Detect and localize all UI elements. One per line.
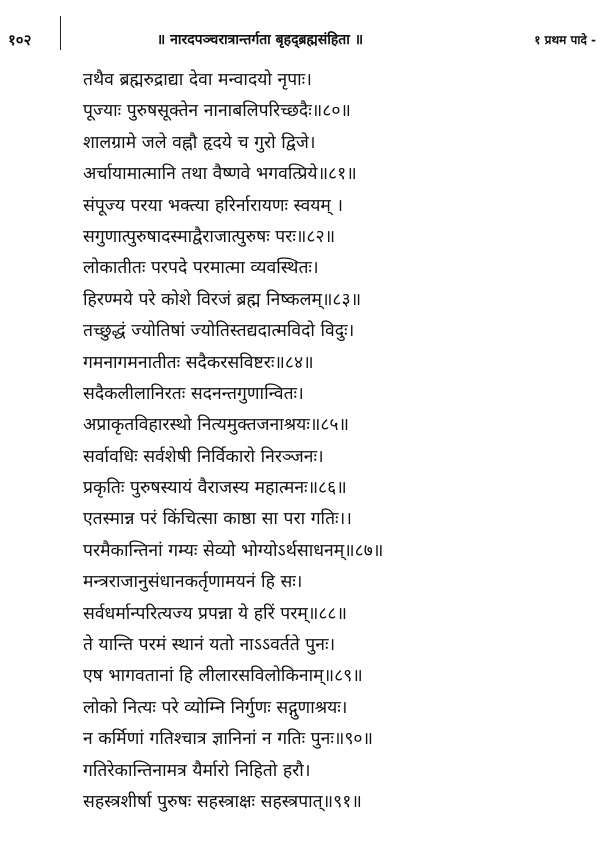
running-title: ॥ नारदपञ्चरात्रान्तर्गता बृहद्ब्रह्मसंहिता ॥	[156, 32, 364, 48]
page-number: १०२	[8, 31, 32, 49]
verse-line: हिरण्मये परे कोशे विरजं ब्रह्म निष्कलम्॥८३॥	[83, 289, 362, 310]
verse-line: गमनागमनातीतः सदैकरसविष्टरः॥८४॥	[83, 352, 314, 373]
verse-line: एष भागवतानां हि लीलारसविलोकिनाम्॥८९॥	[83, 666, 363, 687]
verse-line: सदैकलीलानिरतः सदनन्तगुणान्वितः।	[83, 383, 304, 404]
verse-line: पूज्याः पुरुषसूक्तेन नानाबलिपरिच्छदैः॥८०॥	[83, 101, 351, 122]
verse-line: न कर्मिणां गतिश्चात्र ज्ञानिनां न गतिः पुनः॥९०॥	[83, 729, 374, 750]
verse-line: लोकातीतः परपदे परमात्मा व्यवस्थितः।	[83, 258, 319, 279]
verse-line: सर्वावधिः सर्वशेषी निर्विकारो निरञ्जनः।	[83, 446, 324, 467]
verse-line: परमैकान्तिनां गम्यः सेव्यो भोग्योऽर्थसाधनम्॥८७॥	[83, 540, 384, 561]
verse-line: एतस्मान्न परं किंचित्सा काष्ठा सा परा गतिः।।	[83, 509, 352, 530]
verse-line: लोको नित्यः परे व्योम्नि निर्गुणः सद्गुणाश्रयः।	[83, 697, 348, 718]
verse-line: गतिरेकान्तिनामत्र यैर्मारो निहितो हरौ।	[83, 760, 311, 781]
verse-line: सगुणात्पुरुषादस्माद्वैराजात्पुरुषः परः॥८२॥	[83, 226, 336, 247]
verse-line: अर्चायामात्मानि तथा वैष्णवे भगवत्प्रिये॥८१॥	[83, 164, 357, 185]
verse-list	[83, 65, 593, 818]
page-header	[0, 0, 600, 50]
verse-line: अप्राकृतविहारस्थो नित्यमुक्तजनाश्रयः॥८५॥	[83, 415, 350, 436]
verse-line: तथैव ब्रह्मरुद्राद्या देवा मन्वादयो नृपाः।	[83, 70, 312, 90]
verse-line: सर्वधर्मान्परित्यज्य प्रपन्ना ये हरिं परम्॥८८॥	[83, 603, 348, 624]
verse-line: संपूज्य परया भक्त्या हरिर्नारायणः स्वयम् ।	[83, 195, 344, 216]
verse-line: सहस्त्रशीर्षा पुरुषः सहस्त्राक्षः सहस्त्रपात्॥९१॥	[83, 791, 362, 812]
verse-line: प्रकृतिः पुरुषस्यायं वैराजस्य महात्मनः॥८६॥	[83, 478, 347, 499]
verse-line: शालग्रामे जले वह्नौ हृदये च गुरो द्विजे।	[83, 132, 316, 153]
verse-line: तच्छुद्धं ज्योतिषां ज्योतिस्तद्यदात्मविदो विदुः।	[83, 321, 355, 342]
section-label: १ प्रथम पादे -	[534, 33, 596, 47]
verse-line: मन्त्रराजानुसंधानकर्तृणामयनं हि सः।	[83, 572, 303, 593]
verse-line: ते यान्ति परमं स्थानं यतो नाऽऽवर्तते पुनः।	[83, 635, 336, 656]
